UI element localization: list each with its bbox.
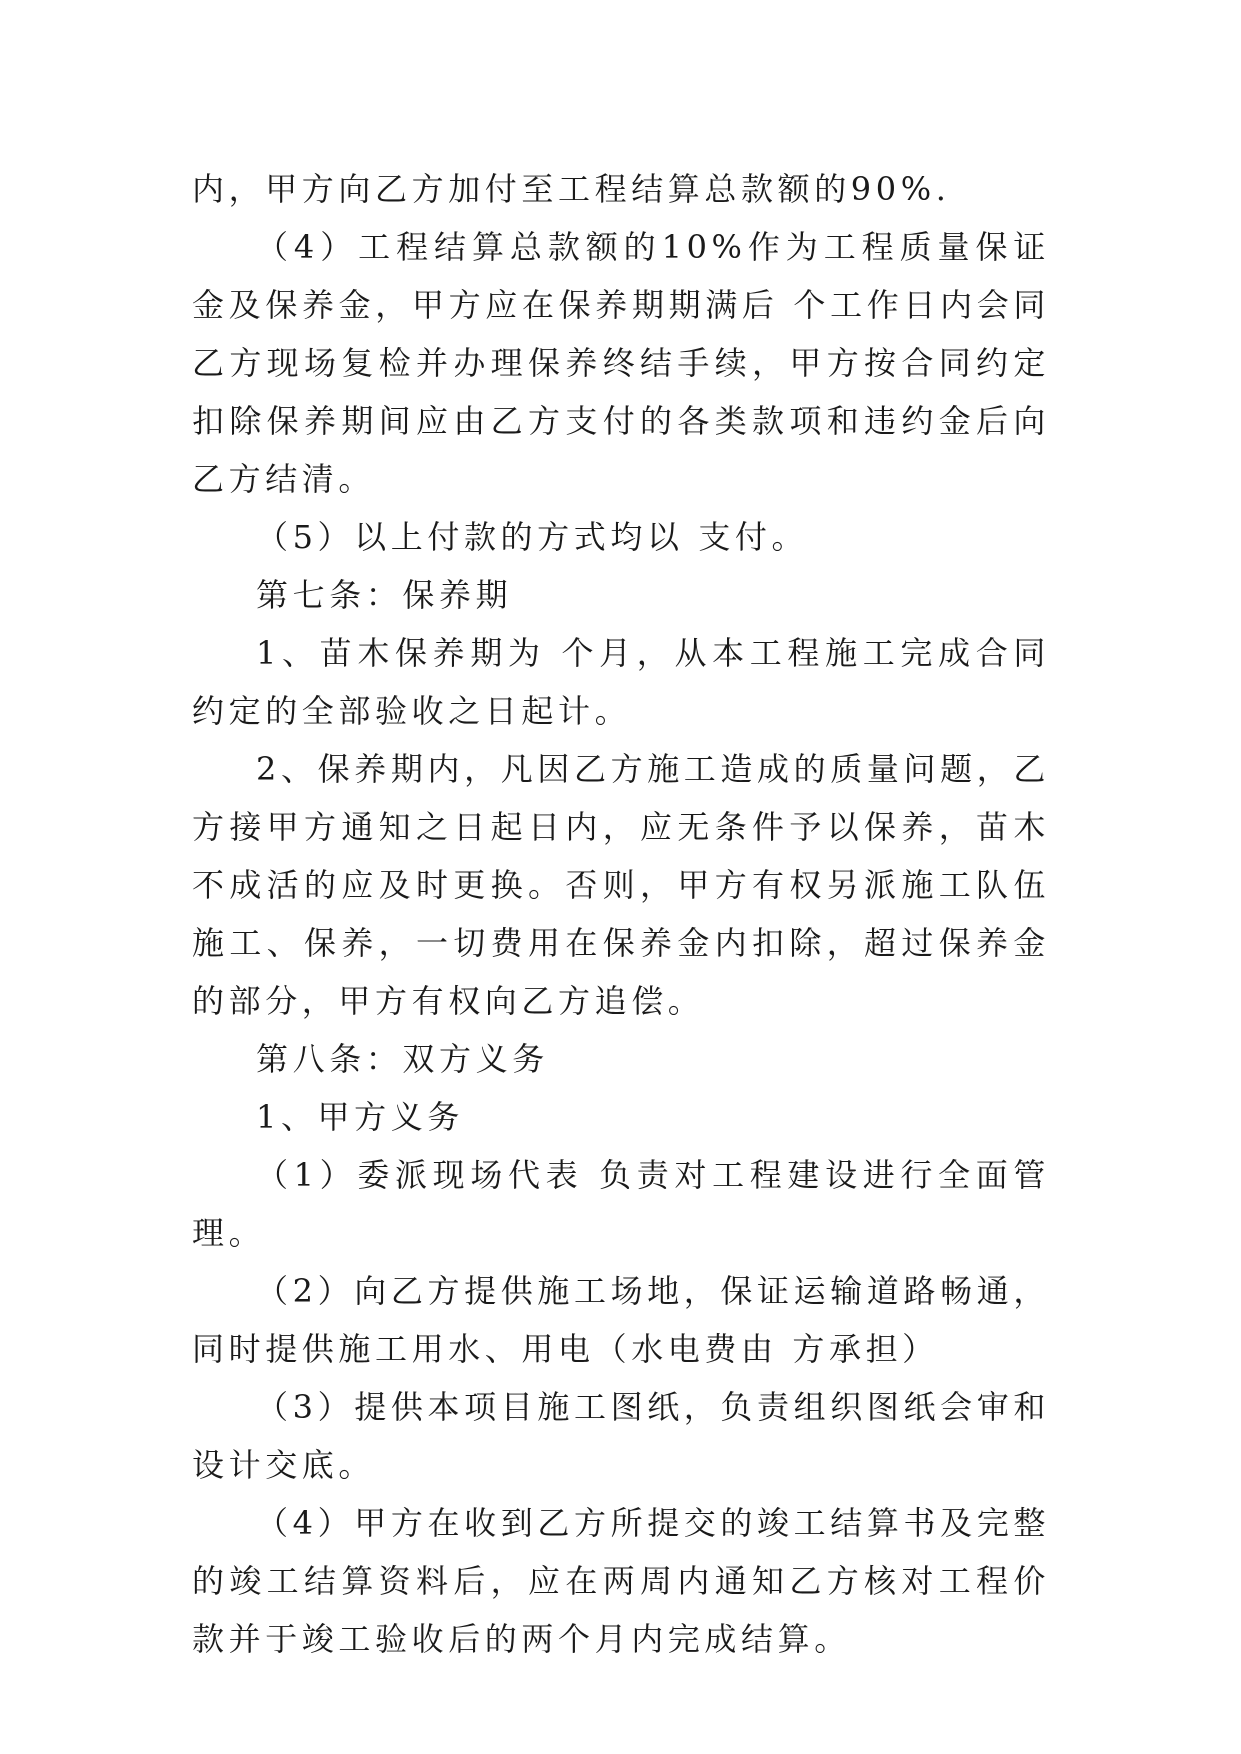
- paragraph-maintenance-period: 1、苗木保养期为 个月，从本工程施工完成合同约定的全部验收之日起计。: [192, 634, 1050, 730]
- heading-article-8: 第八条：双方义务: [256, 1040, 549, 1078]
- heading-party-a-duties: 1、甲方义务: [256, 1098, 464, 1136]
- paragraph-warranty-deposit: （4）工程结算总款额的10%作为工程质量保证金及保养金，甲方应在保养期期满后 个工作日内会同乙方现场复检并办理保养终结手续，甲方按合同约定扣除保养期间应由乙方支付的各类款项和违约金后向乙方结清。: [192, 228, 1050, 498]
- paragraph-payment-90: 内，甲方向乙方加付至工程结算总款额的90%.: [192, 170, 951, 208]
- paragraph-maintenance-obligation: 2、保养期内，凡因乙方施工造成的质量问题，乙方接甲方通知之日起日内，应无条件予以保养，苗木不成活的应及时更换。否则，甲方有权另派施工队伍施工、保养，一切费用在保养金内扣除，超过保养金的部分，甲方有权向乙方追偿。: [192, 750, 1050, 1020]
- paragraph-site-representative: （1）委派现场代表 负责对工程建设进行全面管理。: [192, 1156, 1050, 1252]
- paragraph-payment-method: （5）以上付款的方式均以 支付。: [256, 518, 809, 556]
- heading-article-7: 第七条：保养期: [256, 576, 513, 614]
- paragraph-drawings: （3）提供本项目施工图纸，负责组织图纸会审和设计交底。: [192, 1388, 1050, 1484]
- paragraph-site-provision: （2）向乙方提供施工场地，保证运输道路畅通，同时提供施工用水、用电（水电费由 方承担）: [192, 1272, 1050, 1368]
- paragraph-settlement: （4）甲方在收到乙方所提交的竣工结算书及完整的竣工结算资料后，应在两周内通知乙方核对工程价款并于竣工验收后的两个月内完成结算。: [192, 1504, 1050, 1658]
- document-body: [192, 160, 1050, 1668]
